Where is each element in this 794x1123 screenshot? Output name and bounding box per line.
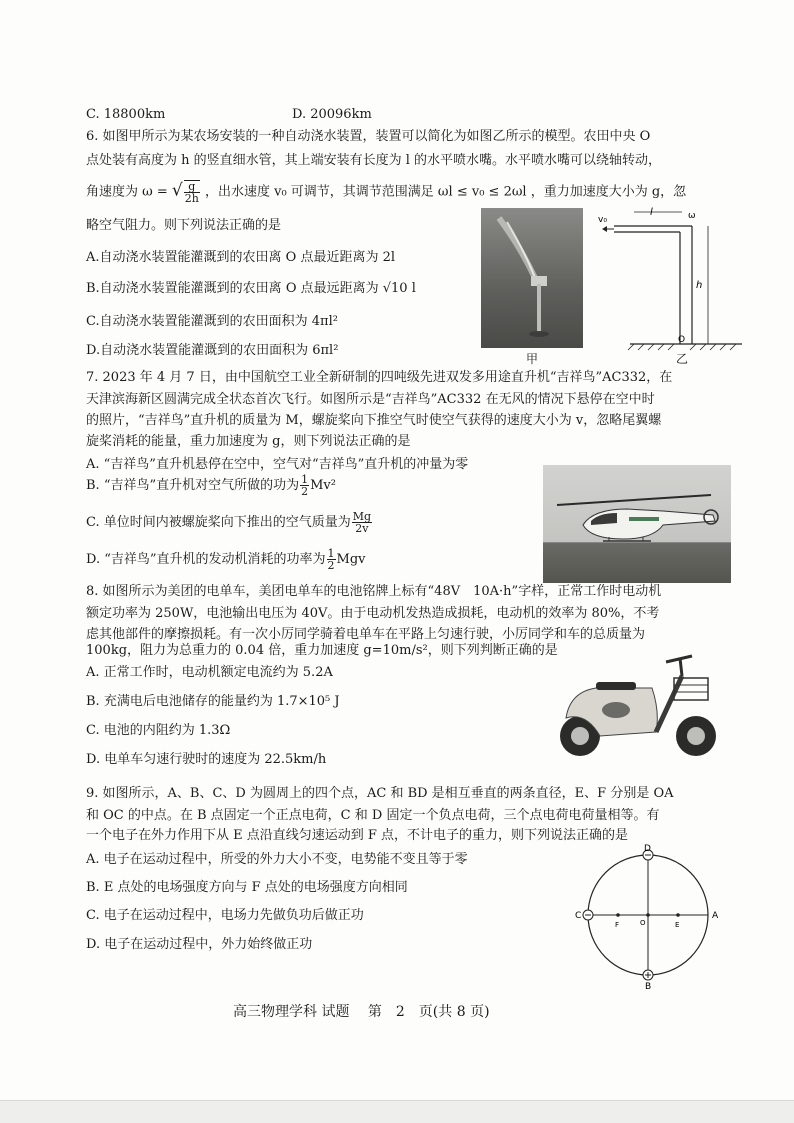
omega-label: ω <box>688 211 696 221</box>
label-o: O <box>640 919 646 927</box>
q6-stem-line3 <box>86 180 686 204</box>
q9-option-d: D. 电子在运动过程中，外力始终做正功 <box>86 937 313 952</box>
q7-option-d-text: D. “吉祥鸟”直升机的发动机消耗的功率为 <box>86 552 326 567</box>
q8-option-a: A. 正常工作时，电动机额定电流约为 5.2A <box>86 665 333 680</box>
q6-stem-line2: 点处装有高度为 h 的竖直细水管，其上端安装有长度为 l 的水平喷水嘴。水平喷水嘴可以绕轴转动， <box>86 153 662 168</box>
q9-option-c: C. 电子在运动过程中，电场力先做负功后做正功 <box>86 908 364 923</box>
q6-omega-den: 2h <box>184 192 199 205</box>
q7-b-num: 1 <box>301 473 309 486</box>
q7-stem-line2: 天津滨海新区圆满完成全状态首次飞行。如图所示是“吉祥鸟”AC332 在无风的情况下悬停在空中时 <box>86 392 655 407</box>
point-o <box>646 913 650 917</box>
v0-arrowhead <box>602 226 607 232</box>
helicopter-drawing <box>543 465 731 583</box>
q7-stem-line3: 的照片，“吉祥鸟”直升机的质量为 M，螺旋桨向下推空气时使空气获得的速度大小为 v，忽略尾翼螺 <box>86 413 662 428</box>
q6-omega-label: 角速度为 ω = <box>86 184 168 200</box>
q6-omega-fraction <box>184 180 200 204</box>
q5-option-d: D. 20096km <box>292 107 372 122</box>
q7-option-b-fraction <box>300 474 309 497</box>
q7-option-c <box>86 511 373 534</box>
page-footer: 高三物理学科 试题 第 2 页(共 8 页) <box>233 1004 490 1020</box>
h-label: h <box>696 280 703 291</box>
sprinkler-model-diagram <box>596 204 746 364</box>
q7-option-a: A. “吉祥鸟”直升机悬停在空中，空气对“吉祥鸟”直升机的冲量为零 <box>86 457 469 472</box>
q7-d-num: 1 <box>327 547 335 560</box>
front-fork <box>656 676 682 732</box>
q8-option-c: C. 电池的内阻约为 1.3Ω <box>86 723 231 738</box>
q8-stem-line4: 100kg，阻力为总重力的 0.04 倍，重力加速度 g=10m/s²，则下列判断正确的是 <box>86 643 558 658</box>
q9-option-b: B. E 点处的电场强度方向与 F 点处的电场强度方向相同 <box>86 880 408 895</box>
label-f: F <box>615 921 620 929</box>
q6-option-c: C.自动浇水装置能灌溉到的农田面积为 4πl² <box>86 314 338 329</box>
figure-label-jia: 甲 <box>526 352 539 366</box>
label-b: B <box>645 982 652 990</box>
q7-stem-line4: 旋桨消耗的能量，重力加速度为 g，则下列说法正确的是 <box>86 434 411 449</box>
q7-option-b <box>86 474 336 497</box>
sprinkler-drawing <box>481 208 583 348</box>
q5-option-c: C. 18800km <box>86 107 166 122</box>
q6-option-b: B.自动浇水装置能灌溉到的农田离 O 点最远距离为 √10 l <box>86 281 416 296</box>
q8-stem-line1: 8. 如图所示为美团的电单车，美团电单车的电池铭牌上标有“48V 10A·h”字样，正常工作时电动机 <box>86 584 662 599</box>
seat <box>596 682 636 690</box>
q7-stem-line1: 7. 2023 年 4 月 7 日，由中国航空工业全新研制的四吨级先进双发多用途直升机“吉祥鸟”AC332，在 <box>86 370 673 385</box>
q7-option-d-tail: Mgv <box>336 552 366 567</box>
q9-option-a: A. 电子在运动过程中，所受的外力大小不变，电势能不变且等于零 <box>86 852 468 867</box>
point-f <box>616 913 620 917</box>
q6-stem-line1: 6. 如图甲所示为某农场安装的一种自动浇水装置，装置可以简化为如图乙所示的模型。农田中央 O <box>86 129 651 144</box>
label-d: D <box>644 844 651 854</box>
v0-label: v₀ <box>598 215 607 225</box>
q7-option-c-text: C. 单位时间内被螺旋桨向下推出的空气质量为 <box>86 515 351 530</box>
o-label: O <box>678 335 686 345</box>
sprinkler-photo <box>481 208 583 348</box>
q7-d-den: 2 <box>327 559 335 572</box>
sqrt-sign: √ <box>171 180 183 201</box>
q6-option-a: A.自动浇水装置能灌溉到的农田离 O 点最近距离为 2l <box>86 250 396 265</box>
q7-option-d-fraction <box>327 548 336 571</box>
q6-stem-line4: 略空气阻力。则下列说法正确的是 <box>86 218 282 233</box>
q7-option-c-fraction <box>352 511 372 534</box>
q7-option-d <box>86 548 366 571</box>
vertical-pipe <box>680 226 692 344</box>
charge-circle-diagram <box>574 840 724 990</box>
label-a: A <box>712 911 719 921</box>
q7-c-num: Mg <box>352 510 372 523</box>
q7-option-b-tail: Mv² <box>310 478 336 493</box>
q8-stem-line3: 虑其他部件的摩擦损耗。有一次小厉同学骑着电单车在平路上匀速行驶，小厉同学和车的总质量为 <box>86 627 646 642</box>
ebike-photo <box>556 652 726 762</box>
q7-b-den: 2 <box>301 485 309 498</box>
q8-option-d: D. 电单车匀速行驶时的速度为 22.5km/h <box>86 752 327 767</box>
label-e: E <box>675 921 680 929</box>
q9-stem-line2: 和 OC 的中点。在 B 点固定一个正点电荷，C 和 D 固定一个负点电荷，三个点电荷电荷量相等。有 <box>86 808 660 823</box>
next-page-edge <box>0 1100 794 1123</box>
q9-stem-line3: 一个电子在外力作用下从 E 点沿直线匀速运动到 F 点，不计电子的重力，则下列说法正确的是 <box>86 828 629 843</box>
q6-option-d: D.自动浇水装置能灌溉到的农田面积为 6πl² <box>86 343 339 358</box>
q8-stem-line2: 额定功率为 250W，电池输出电压为 40V。由于电动机发热造成损耗，电动机的效率为 80%，不考 <box>86 606 660 621</box>
helicopter-photo <box>543 465 731 583</box>
q7-option-b-text: B. “吉祥鸟”直升机对空气所做的功为 <box>86 478 300 493</box>
q6-stem-line3-rest: ，出水速度 v₀ 可调节，其调节范围满足 ωl ≤ v₀ ≤ 2ωl ，重力加速度大小为 g，忽 <box>204 184 687 200</box>
l-label: l <box>650 207 653 218</box>
point-e <box>676 913 680 917</box>
q7-c-den: 2v <box>355 522 369 535</box>
q8-option-b: B. 充满电后电池储存的能量约为 1.7×10⁵ J <box>86 694 340 709</box>
q6-omega-num: g <box>184 181 200 193</box>
q9-stem-line1: 9. 如图所示，A、B、C、D 为圆周上的四个点，AC 和 BD 是相互垂直的两条直径，E、F 分别是 OA <box>86 786 674 801</box>
figure-label-yi: 乙 <box>676 352 689 366</box>
label-c: C <box>575 911 582 921</box>
